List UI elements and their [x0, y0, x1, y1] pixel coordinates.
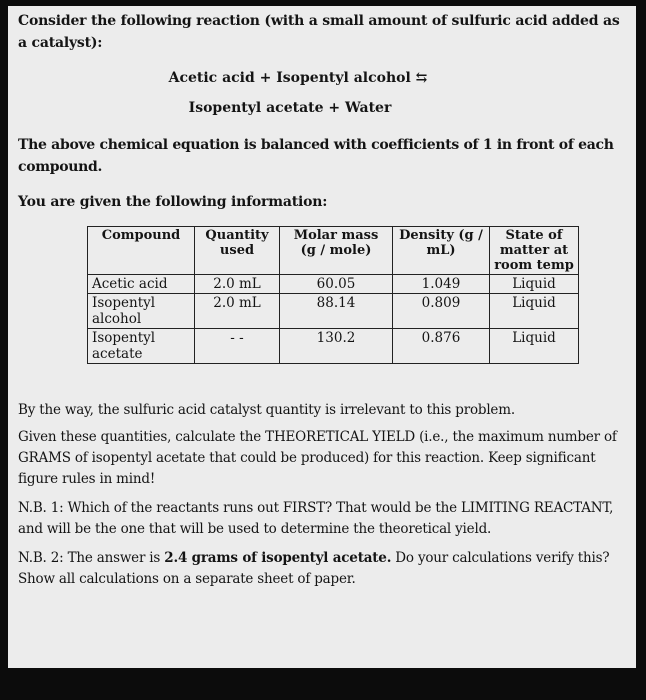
table-row: [88, 275, 579, 294]
cell-density: 0.809: [393, 294, 490, 329]
cell-molar-mass: 60.05: [280, 275, 393, 294]
cell-compound: Isopentyl alcohol: [88, 294, 195, 329]
cell-density: 0.876: [393, 329, 490, 364]
intro-text: Consider the following reaction (with a small amount of sulfuric acid added as a catalyst):: [18, 13, 620, 51]
header-density: Density (g / mL): [393, 227, 490, 275]
balanced-note: The above chemical equation is balanced with coefficients of 1 in front of each compound.: [18, 137, 614, 175]
equation-products: Isopentyl acetate + Water: [188, 100, 392, 116]
cell-density: 1.049: [393, 275, 490, 294]
nb2-answer: 2.4 grams of isopentyl acetate.: [164, 550, 392, 566]
header-quantity: Quantity used: [195, 227, 280, 275]
task-text: Given these quantities, calculate the THEORETICAL YIELD (i.e., the maximum number of GRAMS of isopentyl acetate that could be produced) for this reaction. Keep significant figure rules in mind!: [18, 429, 617, 487]
given-heading: You are given the following information:: [18, 194, 328, 210]
cell-quantity: - -: [195, 329, 280, 364]
cell-compound: Acetic acid: [88, 275, 195, 294]
nb1-text: N.B. 1: Which of the reactants runs out FIRST? That would be the LIMITING REACTANT, and will be the one that will be used to determine the theoretical yield.: [18, 500, 614, 537]
table-row: [88, 329, 579, 364]
cell-quantity: 2.0 mL: [195, 294, 280, 329]
cell-state: Liquid: [490, 294, 579, 329]
cell-compound: Isopentyl acetate: [88, 329, 195, 364]
equation-reactants: Acetic acid + Isopentyl alcohol: [168, 70, 411, 86]
instructions-section: [18, 400, 630, 596]
header-molar-mass: Molar mass (g / mole): [280, 227, 393, 275]
cell-state: Liquid: [490, 275, 579, 294]
worksheet-page: [8, 6, 636, 668]
nb2-suffix: Do your calculations verify this? Show all calculations on a separate sheet of paper.: [18, 550, 610, 587]
header-compound: Compound: [88, 227, 195, 275]
cell-quantity: 2.0 mL: [195, 275, 280, 294]
header-state: State of matter at room temp: [490, 227, 579, 275]
nb2-text: [18, 548, 630, 590]
equation-reactants-line: [0, 70, 612, 86]
nb2-prefix: N.B. 2: The answer is: [18, 550, 161, 566]
catalyst-note: By the way, the sulfuric acid catalyst quantity is irrelevant to this problem.: [18, 402, 515, 418]
compound-data-table: [87, 226, 579, 364]
cell-molar-mass: 88.14: [280, 294, 393, 329]
cell-molar-mass: 130.2: [280, 329, 393, 364]
table-row: [88, 294, 579, 329]
cell-state: Liquid: [490, 329, 579, 364]
equilibrium-arrow-icon: ⇆: [415, 70, 428, 86]
table-header-row: [88, 227, 579, 275]
